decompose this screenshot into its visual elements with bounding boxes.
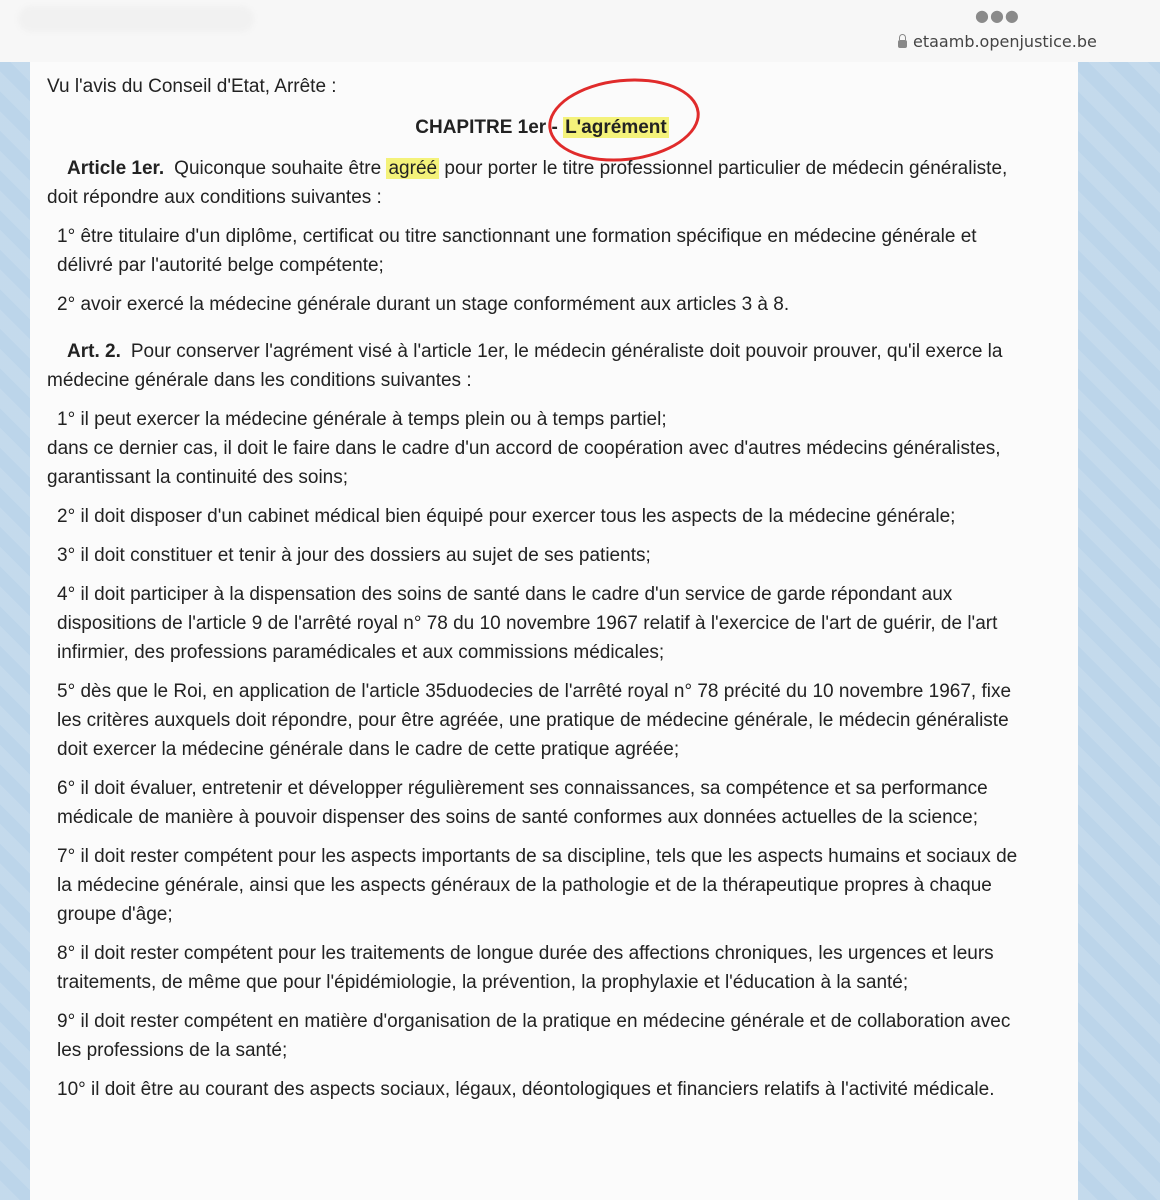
article-2-item: 8° il doit rester compétent pour les traitements de longue durée des affections chroniques, les urgences et leurs traitements, de même que pour l'épidémiologie, la prévention, la prophylaxie et l'éducation à la santé; — [57, 943, 994, 993]
article-2-item: 3° il doit constituer et tenir à jour des dossiers au sujet de ses patients; — [57, 545, 651, 566]
chapter-heading — [47, 113, 1037, 142]
page-background-left — [0, 62, 30, 1200]
page-background-right — [1078, 62, 1160, 1200]
article-1-text-before: Quiconque souhaite être — [174, 158, 387, 179]
highlighted-word: agréé — [388, 158, 438, 179]
blurred-tab — [18, 6, 254, 32]
article-2-item: 5° dès que le Roi, en application de l'article 35duodecies de l'arrêté royal n° 78 précité du 10 novembre 1967, fixe les critères auxquels doit répondre, pour être agréée, une pratique de médecine générale, le médecin généraliste doit exercer la médecine générale dans le cadre de cette pratique agréée; — [57, 681, 1012, 760]
article-2-item: 10° il doit être au courant des aspects sociaux, légaux, déontologiques et financiers relatifs à l'activité médicale. — [57, 1079, 995, 1100]
article-1-item: 1° être titulaire d'un diplôme, certificat ou titre sanctionnant une formation spécifique en médecine générale et délivré par l'autorité belge compétente; — [57, 226, 977, 276]
article-1-text-after: pour porter le titre professionnel particulier de médecin généraliste, doit répondre aux conditions suivantes : — [47, 158, 1008, 208]
article-2-text: Pour conserver l'agrément visé à l'article 1er, le médecin généraliste doit pouvoir prouver, qu'il exerce la médecine générale dans les conditions suivantes : — [47, 341, 1003, 391]
url-text: etaamb.openjustice.be — [913, 32, 1097, 51]
article-2-label: Art. 2. — [67, 341, 121, 362]
intro-line: Vu l'avis du Conseil d'Etat, Arrête : — [47, 76, 337, 97]
article-2-item-1-line-2: dans ce dernier cas, il doit le faire dans le cadre d'un accord de coopération avec d'autres médecins généralistes, garantissant la continuité des soins; — [47, 438, 1001, 488]
article-1-label: Article 1er. — [67, 158, 165, 179]
chapter-prefix: CHAPITRE 1er — [415, 117, 547, 138]
article-2-item — [47, 405, 1037, 492]
article-2-item: 6° il doit évaluer, entretenir et développer régulièrement ses connaissances, sa compétence et sa performance médicale de manière à pouvoir dispenser des soins de santé conformes aux données actuelles de la science; — [57, 778, 988, 828]
lock-icon — [898, 40, 907, 48]
article-2-item-1-line-1: 1° il peut exercer la médecine générale à temps plein ou à temps partiel; — [57, 409, 667, 430]
chapter-separator: - — [546, 117, 564, 138]
document-text — [47, 72, 1037, 1114]
article-2-item: 7° il doit rester compétent pour les aspects importants de sa discipline, tels que les aspects humains et sociaux de la médecine générale, ainsi que les aspects généraux de la pathologie et de la thérapeutique propres à chaque groupe d'âge; — [57, 846, 1018, 925]
article-2-item: 9° il doit rester compétent en matière d'organisation de la pratique en médecine générale et de collaboration avec les professions de la santé; — [57, 1011, 1011, 1061]
article-2-item: 2° il doit disposer d'un cabinet médical bien équipé pour exercer tous les aspects de la médecine générale; — [57, 506, 956, 527]
chapter-title: L'agrément — [565, 117, 667, 138]
address-bar[interactable] — [898, 32, 1097, 51]
browser-toolbar — [0, 0, 1160, 63]
article-2-item: 4° il doit participer à la dispensation des soins de santé dans le cadre d'un service de garde répondant aux dispositions de l'article 9 de l'arrêté royal n° 78 du 10 novembre 1967 relatif à l'exercice de l'art de guérir, de l'art infirmier, des professions paramédicales et aux commissions médicales; — [57, 584, 998, 663]
article-2 — [47, 337, 1037, 395]
article-1 — [47, 154, 1037, 212]
ellipsis-icon[interactable]: ●●● — [975, 6, 1020, 25]
article-1-item: 2° avoir exercé la médecine générale durant un stage conformément aux articles 3 à 8. — [57, 294, 790, 315]
